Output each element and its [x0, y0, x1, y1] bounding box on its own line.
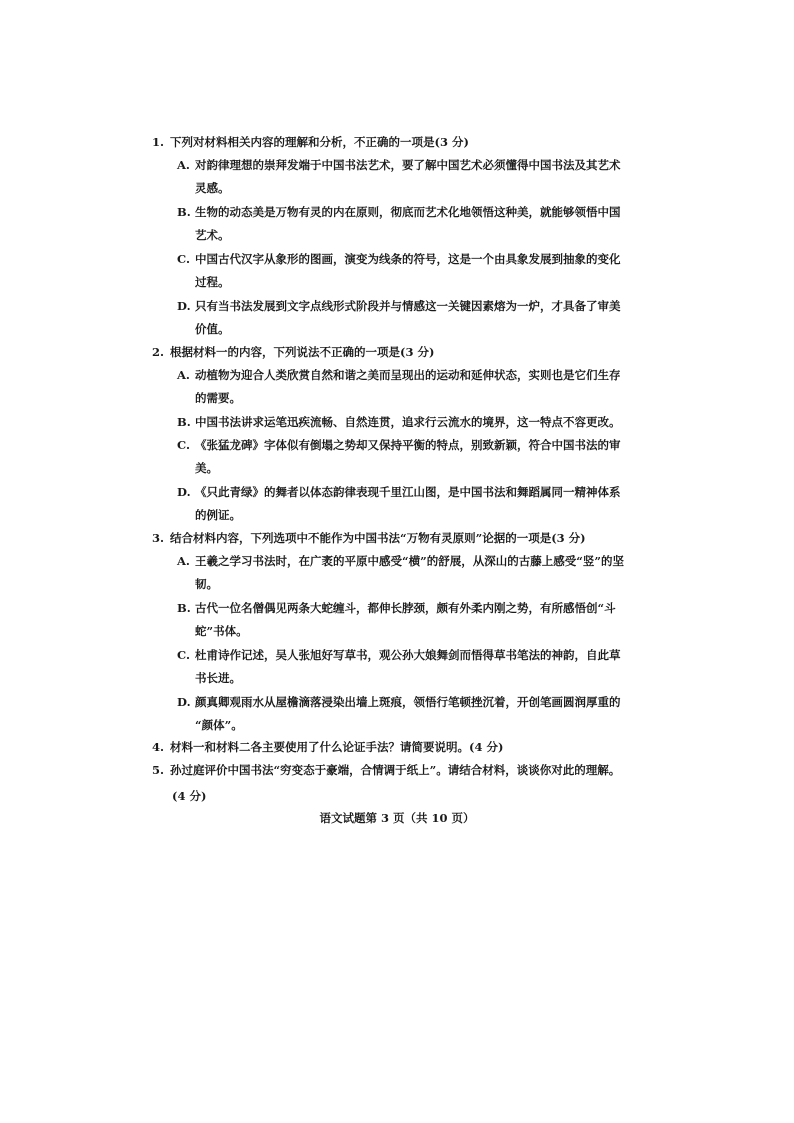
- page-footer: 语文试题第 3 页（共 10 页）: [319, 811, 475, 825]
- option-c: C. 杜甫诗作记述，吴人张旭好写草书，观公孙大娘舞剑而悟得草书笔法的神韵，自此草: [177, 648, 621, 662]
- option-b-cont: 蛇”书体。: [195, 624, 248, 638]
- option-a-cont: 灵感。: [195, 181, 230, 195]
- option-b: B. 古代一位名僧偶见两条大蛇缠斗，都伸长脖颈，颇有外柔内刚之势，有所感悟创“斗: [177, 601, 616, 615]
- option-b: B. 中国书法讲求运笔迅疾流畅、自然连贯，追求行云流水的境界，这一特点不容更改。: [177, 415, 621, 429]
- question-stem: 5. 孙过庭评价中国书法“穷变态于豪端，合情调于纸上”。请结合材料，谈谈你对此的理解。: [152, 763, 621, 777]
- option-d-cont: “颜体”。: [195, 718, 243, 732]
- option-b-cont: 艺术。: [195, 228, 230, 242]
- question-stem: 3. 结合材料内容，下列选项中不能作为中国书法“万物有灵原则”论据的一项是(3 分): [152, 531, 586, 545]
- option-d-cont: 价值。: [195, 322, 230, 336]
- question-stem: 4. 材料一和材料二各主要使用了什么论证手法？请简要说明。(4 分): [152, 740, 504, 754]
- option-d: D. 颜真卿观雨水从屋檐滴落浸染出墙上斑痕，领悟行笔顿挫沉着，开创笔画圆润厚重的: [177, 695, 621, 709]
- option-a-cont: 的需要。: [195, 391, 241, 405]
- option-c-cont: 书长进。: [195, 671, 241, 685]
- option-a: A. 动植物为迎合人类欣赏自然和谐之美而呈现出的运动和延伸状态，实则也是它们生存: [177, 368, 621, 382]
- question-stem-cont: (4 分): [172, 789, 207, 803]
- option-b: B. 生物的动态美是万物有灵的内在原则，彻底而艺术化地领悟这种美，就能够领悟中国: [177, 205, 621, 219]
- option-c-cont: 美。: [195, 461, 218, 475]
- question-stem: 2. 根据材料一的内容，下列说法不正确的一项是(3 分): [152, 345, 435, 359]
- option-c: C. 《张猛龙碑》字体似有倒塌之势却又保持平衡的特点，别致新颖，符合中国书法的审: [177, 438, 621, 452]
- option-d-cont: 的例证。: [195, 508, 241, 522]
- option-c-cont: 过程。: [195, 275, 230, 289]
- option-d: D. 只有当书法发展到文字点线形式阶段并与情感这一关键因素熔为一炉，才具备了审美: [177, 299, 621, 313]
- option-d: D. 《只此青绿》的舞者以体态韵律表现千里江山图，是中国书法和舞蹈属同一精神体系: [177, 485, 621, 499]
- option-c: C. 中国古代汉字从象形的图画，演变为线条的符号，这是一个由具象发展到抽象的变化: [177, 252, 621, 266]
- option-a: A. 王羲之学习书法时，在广袤的平原中感受“横”的舒展，从深山的古藤上感受“竖”的坚: [177, 554, 624, 568]
- option-a-cont: 韧。: [195, 577, 218, 591]
- option-a: A. 对韵律理想的崇拜发端于中国书法艺术，要了解中国艺术必须懂得中国书法及其艺术: [177, 158, 621, 172]
- question-stem: 1. 下列对材料相关内容的理解和分析，不正确的一项是(3 分): [152, 135, 469, 149]
